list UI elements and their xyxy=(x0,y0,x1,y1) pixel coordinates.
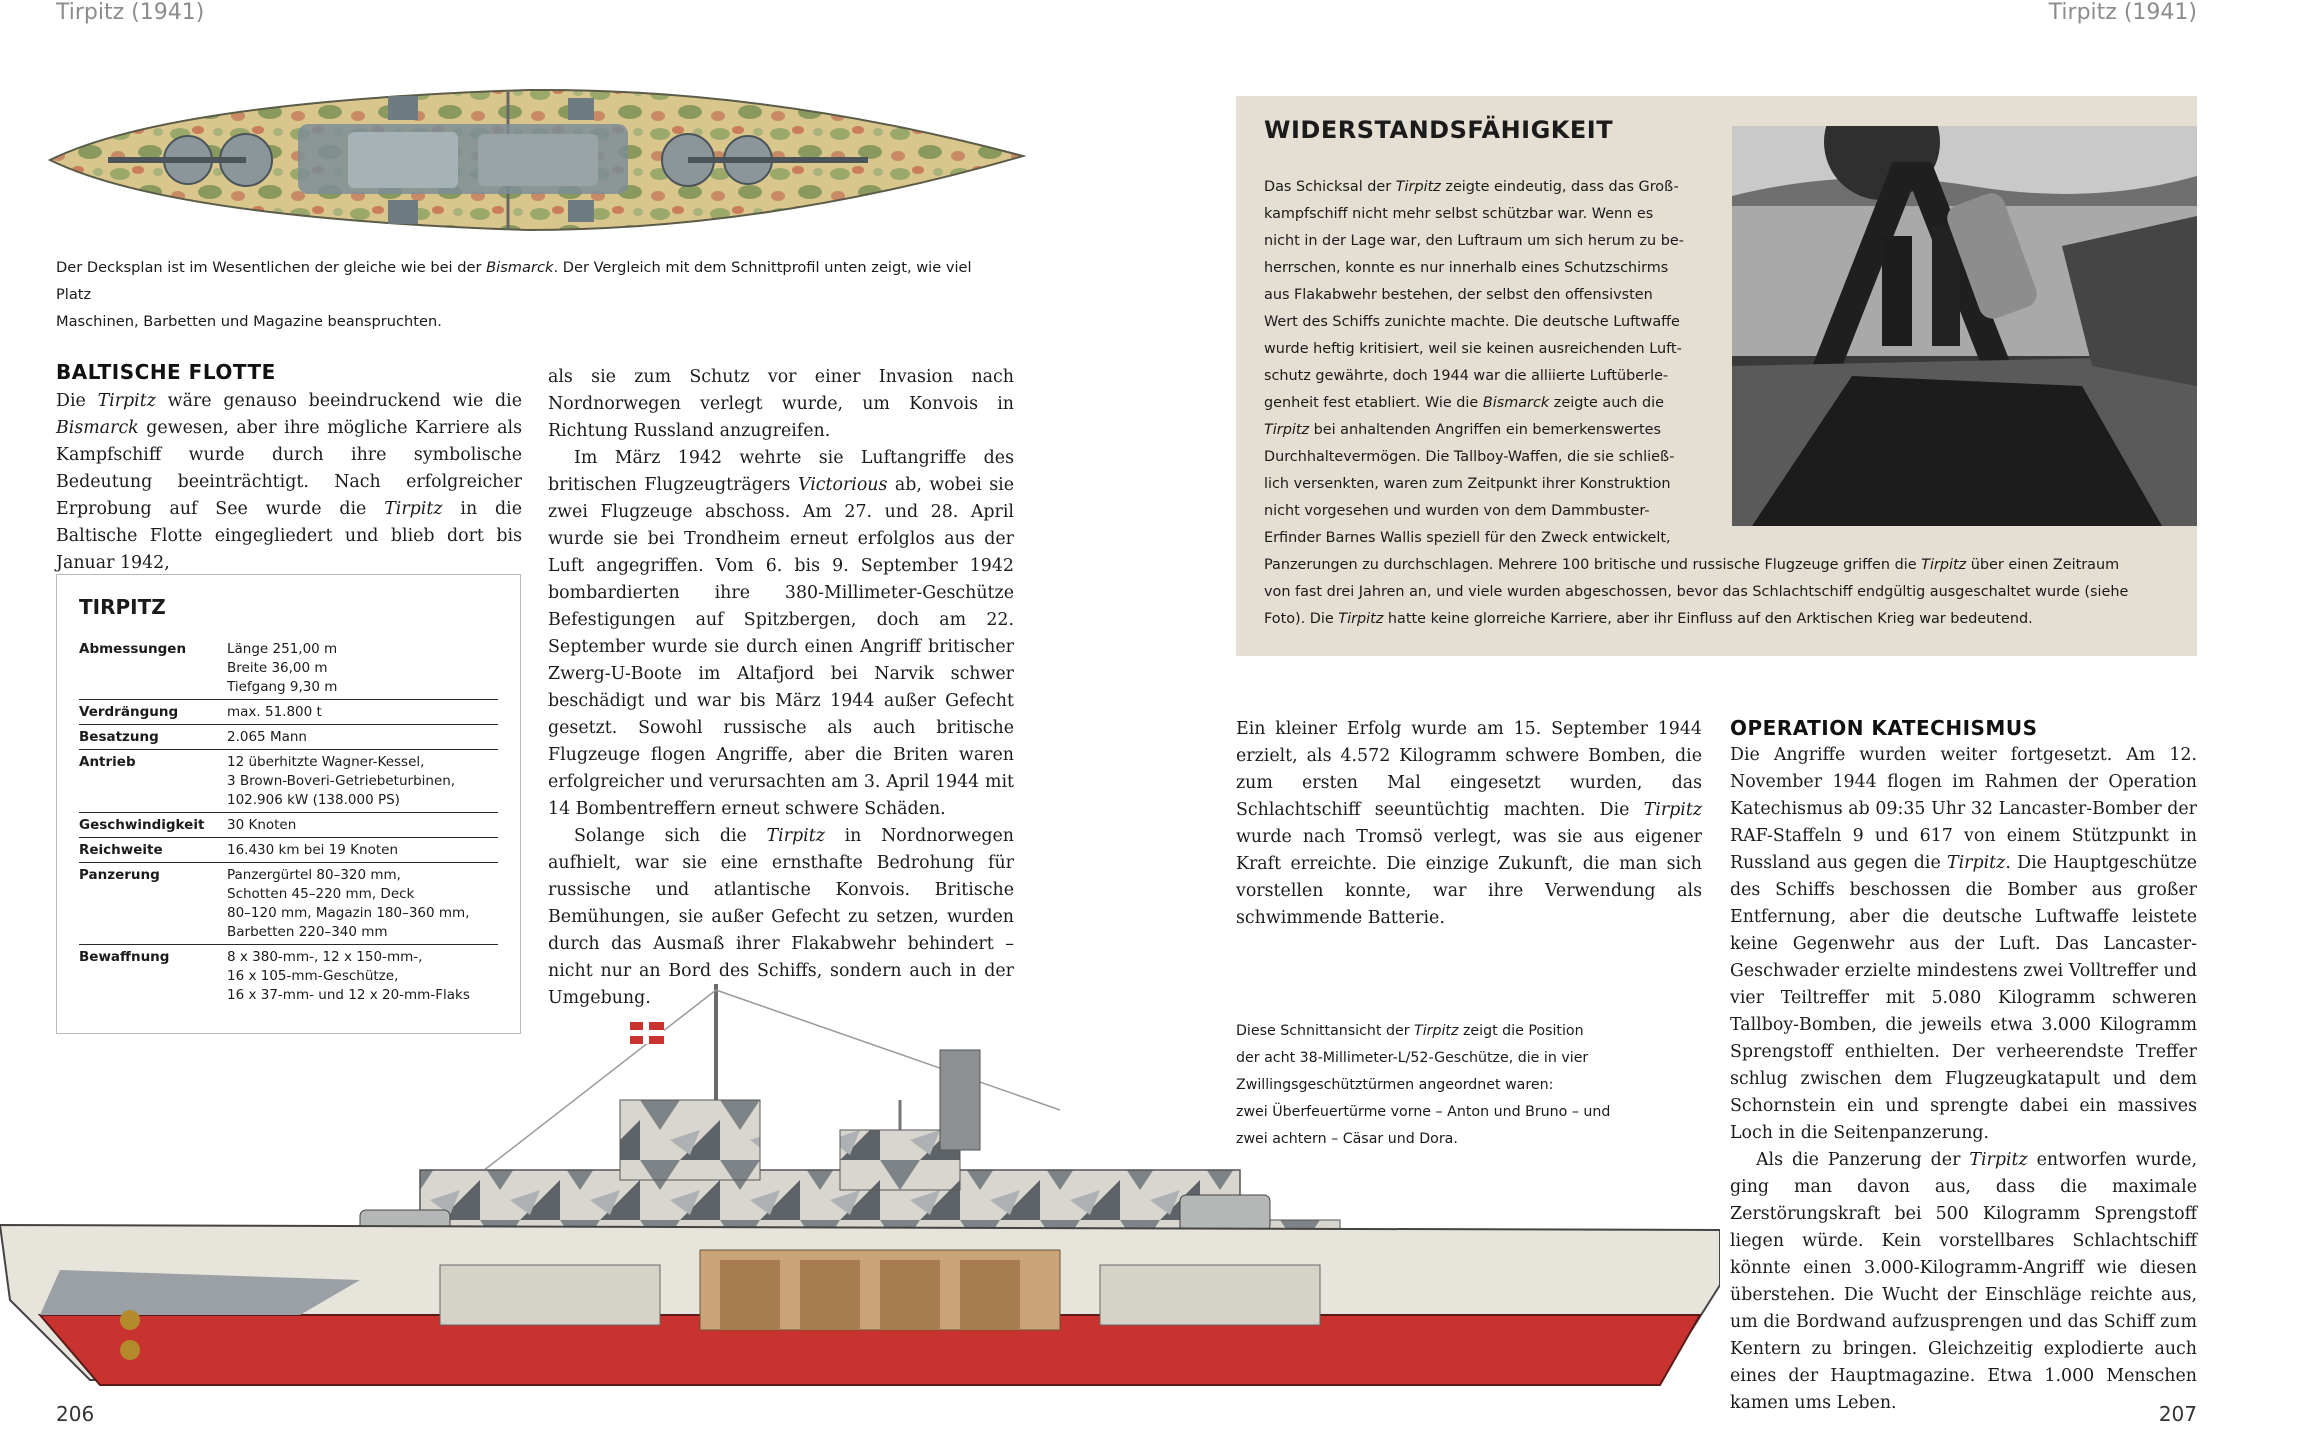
spec-row: Abmessungen Länge 251,00 m Breite 36,00 m Tiefgang 9,30 m xyxy=(79,637,498,700)
baltic-fleet-text: Die Tirpitz wäre genauso beeindruckend wie die Bismarck gewesen, aber ihre mögliche Karriere als Kampfschiff wurde durch ihre symbolische Bedeutung beeinträchtigt. Nach erfolgreicher Erprobung auf See wurde die Tirpitz in die Baltische Flotte eingegliedert und blieb dort bis Januar 1942, xyxy=(56,391,522,573)
spec-row: Antrieb 12 überhitzte Wagner-Kessel, 3 Brown-Boveri-Getriebeturbinen, 102.906 kW (138.000 PS) xyxy=(79,750,498,813)
baltic-fleet-section xyxy=(56,360,522,577)
spec-row: Verdrängung max. 51.800 t xyxy=(79,700,498,725)
specs-title: TIRPITZ xyxy=(79,595,166,619)
cross-section-caption: Diese Schnittansicht der Tirpitz zeigt die Position der acht 38-Millimeter-L/52-Geschütze, die in vier Zwillingsgeschütztürmen angeordnet waren: zwei Überfeuertürme vorne – Anton und Bruno – und zwei achtern – Cäsar und Dora. xyxy=(1236,1023,1611,1147)
spec-row: Panzerung Panzergürtel 80–320 mm, Schotten 45–220 mm, Deck 80–120 mm, Magazin 180–360 mm, Barbetten 220–340 mm xyxy=(79,863,498,945)
resilience-sidebar xyxy=(1236,96,2197,656)
specs-table xyxy=(79,637,498,1007)
spec-row: Bewaffnung 8 x 380-mm-, 12 x 150-mm-, 16 x 105-mm-Geschütze, 16 x 37-mm- und 12 x 20-mm-Flaks xyxy=(79,949,470,1003)
cross-section-illustration xyxy=(0,980,1720,1400)
katechismus-heading: OPERATION KATECHISMUS xyxy=(1730,716,2038,740)
spec-row: Geschwindigkeit 30 Knoten xyxy=(79,813,498,838)
sidebar-title: WIDERSTANDSFÄHIGKEIT xyxy=(1264,116,1614,144)
sidebar-text: Das Schicksal der Tirpitz zeigte eindeutig, dass das Groß- kampfschiff nicht mehr selbst schützbar war. Wenn es nicht in der Lage war, den Luftraum um sich herum zu be- herrschen, konnte es nur innerhalb eines Schutzschirms aus Flakabwehr bestehen, der selbst den offensivsten Wert des Schiffs zunichte machte. Die deutsche Luftwaffe wurde heftig kritisiert, weil sie keinen ausreichenden Luft- schutz gewährte, doch 1944 war die alliierte Luftüberle- genheit fest etabliert. Wie die Bismarck zeigte auch die Tirpitz bei anhaltenden Angriffen ein bemerkenswertes Durchhaltevermögen. Die Tallboy-Waffen, die sie schließ- lich versenkten, waren zum Zeitpunkt ihrer Konstruktion nicht vorgesehen und wurden von dem Dammbuster- Erfinder Barnes Wallis speziell für den Zweck entwickelt, Panzerungen zu durchschlagen. Mehrere 100 britische und russische Flugzeuge griffen die Tirpitz über einen Zeitraum von fast drei Jahren an, und viele wurden abgeschossen, bevor das Schlachtschiff endgültig ausgeschaltet wurde (siehe Foto). Die Tirpitz hatte keine glorreiche Karriere, aber ihr Einfluss auf den Arktischen Krieg war bedeutend. xyxy=(1264,179,2129,627)
baltic-fleet-heading: BALTISCHE FLOTTE xyxy=(56,360,276,384)
spec-row: Reichweite 16.430 km bei 19 Knoten xyxy=(79,838,498,863)
deck-plan-illustration xyxy=(48,84,1026,236)
page-number-left: 206 xyxy=(56,1402,95,1426)
running-head-right: Tirpitz (1941) xyxy=(2048,0,2197,25)
deck-plan-caption: Der Decksplan ist im Wesentlichen der gleiche wie bei der Bismarck. Der Vergleich mit dem Schnittprofil unten zeigt, wie viel Platz Maschinen, Barbetten und Magazine beanspruchten. xyxy=(56,259,972,330)
operation-katechismus-section xyxy=(1730,716,2197,1417)
middle-column-text: als sie zum Schutz vor einer Invasion nach Nordnorwegen verlegt wurde, um Konvois in Richtung Russland anzugreifen. Im März 1942 wehrte sie Luftangriffe des britischen Flugzeugträgers Victorious ab, wobei sie zwei Flugzeuge abschoss. Am 27. und 28. April wurde sie bei Trondheim erneut erfolglos aus der Luft angegriffen. Vom 6. bis 9. September 1942 bombardierten ihre 380-Millimeter-Geschütze Befestigungen auf Spitzbergen, doch am 22. September wurde sie durch einen Angriff britischer Zwerg-U-Boote im Altafjord bei Narvik schwer beschädigt und war bis März 1944 außer Gefecht gesetzt. Sowohl russische als auch britische Flugzeuge flogen Angriffe, aber die Briten waren erfolgreicher und verursachten am 3. April 1944 mit 14 Bombentreffern erneut schwere Schäden. Solange sich die Tirpitz in Nordnorwegen aufhielt, war sie eine ernsthafte Bedrohung für russische und atlantische Konvois. Britische Bemühungen, sie außer Gefecht zu setzen, wurden durch das Ausmaß ihrer Flakabwehr behindert – nicht nur an Bord des Schiffs, sondern auch in der Umgebung. xyxy=(548,367,1015,1008)
spec-row: Besatzung 2.065 Mann xyxy=(79,725,498,750)
right-middle-text: Ein kleiner Erfolg wurde am 15. September 1944 erzielt, als 4.572 Kilogramm schwere Bomben, die zum ersten Mal eingesetzt wurden, das Schlachtschiff seeuntüchtig machten. Die Tirpitz wurde nach Tromsö verlegt, was sie aus eigener Kraft erreichte. Die einzige Zukunft, die man sich vorstellen konnte, war ihre Verwendung als schwimmende Batterie. xyxy=(1236,719,1702,928)
page-number-right: 207 xyxy=(2158,1402,2197,1426)
running-head-left: Tirpitz (1941) xyxy=(56,0,205,25)
katechismus-text: Die Angriffe wurden weiter fortgesetzt. Am 12. November 1944 flogen im Rahmen der Operation Katechismus ab 09:35 Uhr 32 Lancaster-Bomber der RAF-Staffeln 9 und 617 von einem Stützpunkt in Russland aus gegen die Tirpitz. Die Hauptgeschütze des Schiffs beschossen die Bomber aus großer Entfernung, aber die deutsche Luftwaffe leistete keine Gegenwehr aus der Luft. Das Lancaster-Geschwader erzielte mindestens zwei Volltreffer und vier Teiltreffer mit 5.080 Kilogramm schweren Tallboy-Bomben, die jeweils etwa 3.000 Kilogramm Sprengstoff enthielten. Der verheerendste Treffer schlug zwischen dem Flugzeugkatapult und dem Schornstein ein und sprengte dabei ein massives Loch in die Seitenpanzerung. Als die Panzerung der Tirpitz entworfen wurde, ging man davon aus, dass die maximale Zerstörungskraft bei 500 Kilogramm Sprengstoff liegen würde. Kein vorstellbares Schlachtschiff könnte einen 3.000-Kilogramm-Angriff wie diesen überstehen. Die Wucht der Einschläge reichte aus, um die Bordwand aufzusprengen und das Schiff zum Kentern zu bringen. Gleichzeitig explodierte auch eines der Hauptmagazine. Etwa 1.000 Menschen kamen ums Leben. xyxy=(1730,745,2197,1413)
tirpitz-specs-box xyxy=(56,574,521,1034)
